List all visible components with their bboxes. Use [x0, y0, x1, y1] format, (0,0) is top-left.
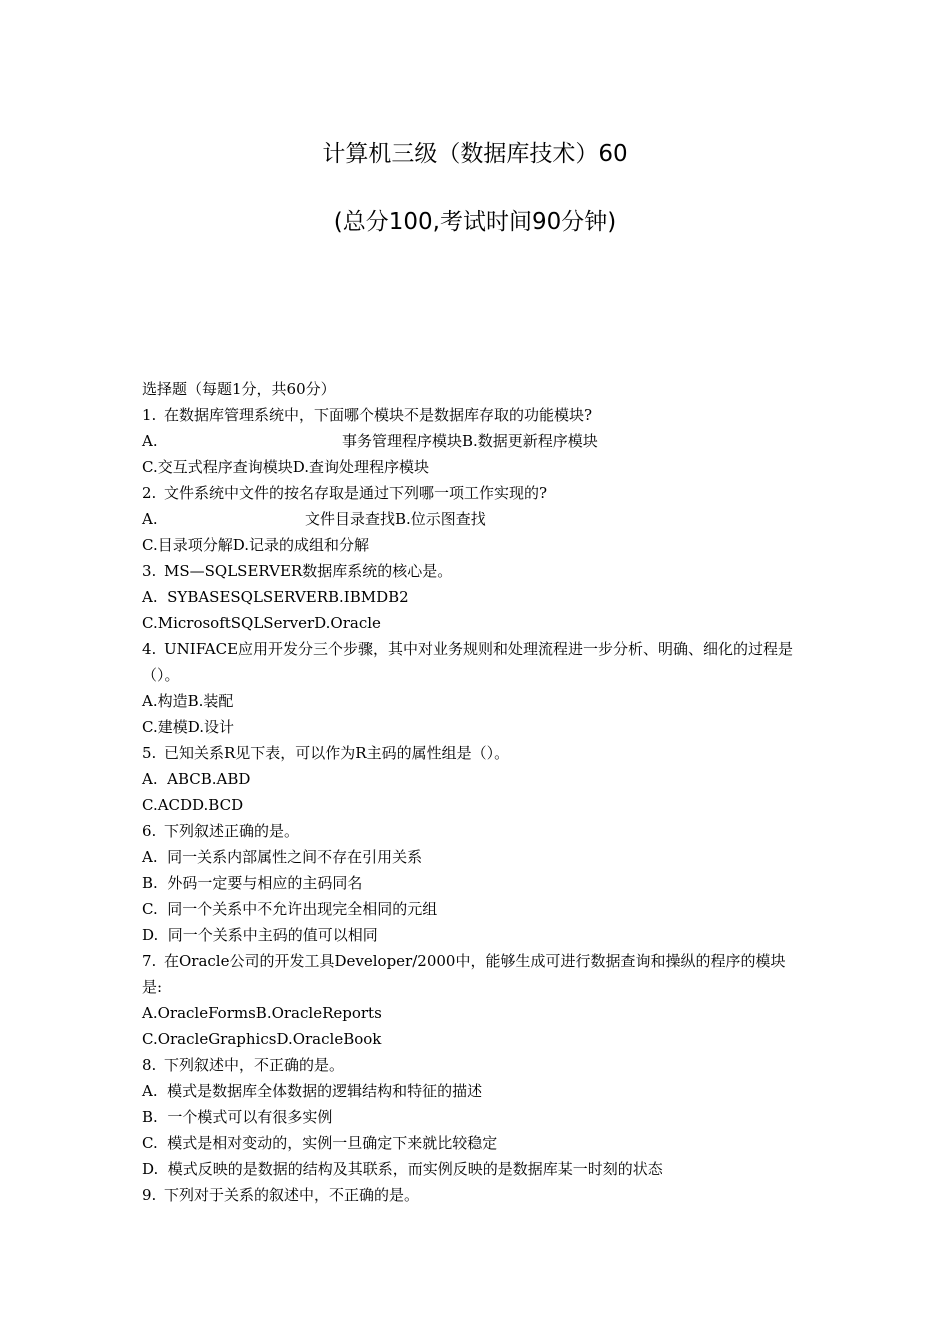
question-6-option-a: A. 同一关系内部属性之间不存在引用关系 [142, 848, 423, 866]
question-text: 在Oracle公司的开发工具Developer/2000中，能够生成可进行数据查询和操纵的程序的模块是: [142, 952, 786, 996]
question-8-option-b: B. 一个模式可以有很多实例 [142, 1108, 333, 1126]
question-text: 下列叙述正确的是。 [164, 822, 300, 840]
question-1-options-cd: C.交互式程序查询模块D.查询处理程序模块 [142, 458, 429, 476]
question-2-options-ab [142, 506, 802, 532]
question-4 [142, 636, 802, 688]
question-8-option-d: D. 模式反映的是数据的结构及其联系，而实例反映的是数据库某一时刻的状态 [142, 1160, 663, 1178]
question-8 [142, 1052, 802, 1078]
option-text: 文件目录查找B.位示图查找 [305, 510, 486, 528]
question-number: 3. [142, 562, 157, 580]
question-3 [142, 558, 802, 584]
question-2-options-cd: C.目录项分解D.记录的成组和分解 [142, 536, 369, 554]
document-title: 计算机三级（数据库技术）60 [322, 141, 628, 167]
question-6-option-d: D. 同一个关系中主码的值可以相同 [142, 926, 378, 944]
question-7-option-1: A.OracleFormsB.OracleReports [142, 1004, 382, 1022]
question-number: 7. [142, 952, 157, 970]
question-6-option-c: C. 同一个关系中不允许出现完全相同的元组 [142, 900, 438, 918]
question-8-option-c: C. 模式是相对变动的，实例一旦确定下来就比较稳定 [142, 1134, 498, 1152]
question-1 [142, 402, 802, 428]
question-text: 下列叙述中，不正确的是。 [164, 1056, 345, 1074]
question-9 [142, 1182, 802, 1208]
question-3-option-2: C.MicrosoftSQLServerD.Oracle [142, 614, 381, 632]
question-text: 在数据库管理系统中，下面哪个模块不是数据库存取的功能模块? [164, 406, 593, 424]
question-8-option-a: A. 模式是数据库全体数据的逻辑结构和特征的描述 [142, 1082, 483, 1100]
question-list [142, 376, 802, 1208]
question-7 [142, 948, 802, 1000]
question-6-option-b: B. 外码一定要与相应的主码同名 [142, 874, 363, 892]
question-6 [142, 818, 802, 844]
question-text: 已知关系R见下表，可以作为R主码的属性组是（）。 [164, 744, 510, 762]
question-4-option-1: A.构造B.装配 [142, 692, 234, 710]
question-number: 1. [142, 406, 157, 424]
option-label: A. [142, 432, 158, 450]
document-subtitle: (总分100,考试时间90分钟) [333, 209, 617, 235]
question-4-option-2: C.建模D.设计 [142, 718, 234, 736]
question-2 [142, 480, 802, 506]
question-5-option-1: A. ABCB.ABD [142, 770, 251, 788]
question-text: UNIFACE应用开发分三个步骤，其中对业务规则和处理流程进一步分析、明确、细化的过程是（）。 [142, 640, 794, 684]
option-label: A. [142, 510, 158, 528]
question-5 [142, 740, 802, 766]
question-number: 6. [142, 822, 157, 840]
section-heading: 选择题（每题1分，共60分） [142, 380, 336, 398]
question-text: 文件系统中文件的按名存取是通过下列哪一项工作实现的? [164, 484, 548, 502]
question-text: MS—SQLSERVER数据库系统的核心是。 [164, 562, 453, 580]
question-text: 下列对于关系的叙述中，不正确的是。 [164, 1186, 420, 1204]
question-number: 9. [142, 1186, 157, 1204]
question-3-option-1: A. SYBASESQLSERVERB.IBMDB2 [142, 588, 409, 606]
question-7-option-2: C.OracleGraphicsD.OracleBook [142, 1030, 382, 1048]
option-text: 事务管理程序模块B.数据更新程序模块 [342, 432, 598, 450]
question-number: 8. [142, 1056, 157, 1074]
question-number: 2. [142, 484, 157, 502]
question-5-option-2: C.ACDD.BCD [142, 796, 244, 814]
question-1-options-ab [142, 428, 802, 454]
question-number: 4. [142, 640, 157, 658]
question-number: 5. [142, 744, 157, 762]
